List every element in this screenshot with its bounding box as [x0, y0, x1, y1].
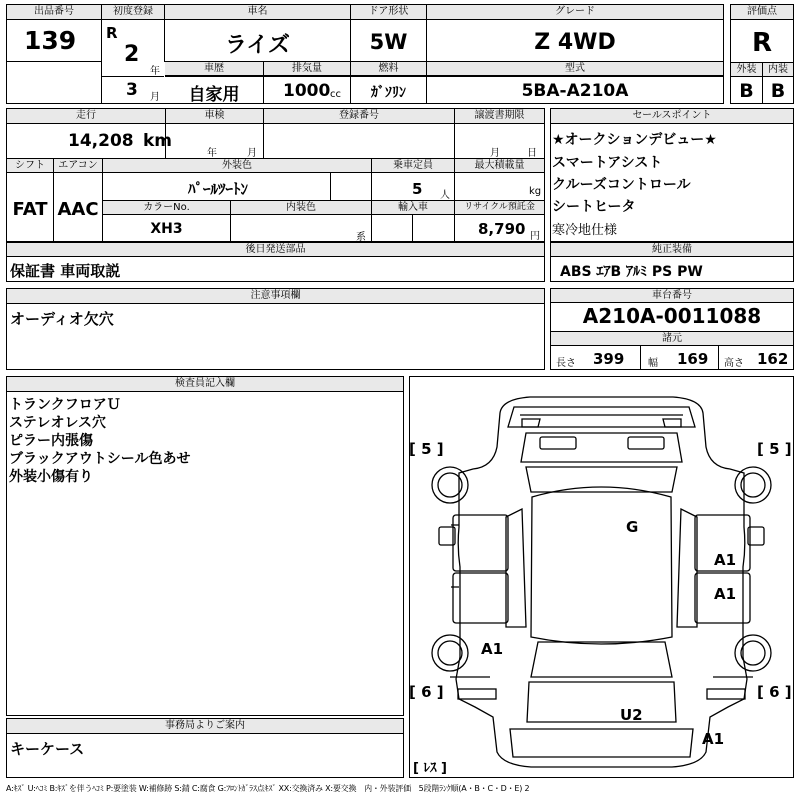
color-no: XH3 — [150, 221, 183, 237]
ext-grade-label: 外装 — [731, 63, 762, 77]
car-name: ライズ — [224, 33, 291, 58]
inspector-line: ブラックアウトシール色あせ — [9, 451, 191, 467]
inspector-label: 検査員記入欄 — [7, 377, 403, 392]
ext-grade: B — [739, 80, 754, 102]
damage-mark: G — [626, 518, 639, 536]
selling-point: クルーズコントロール — [552, 177, 691, 193]
damage-mark: A1 — [481, 640, 504, 658]
lot-label: 出品番号 — [7, 5, 101, 20]
office-note: キーケース — [10, 740, 85, 758]
legend: A:ｷｽﾞ U:ﾍｺﾐ B:ｷｽﾞを伴うﾍｺﾐ P:要塗装 W:補修跡 S:錆 C:腐食 G:ﾌﾛﾝﾄｶﾞﾗｽ点ｷｽﾞ XX:交換済み X:要交換 内・外装評価 5段階ﾗﾝｸ順(A・B・C・D・E) 2 — [6, 784, 530, 793]
reg-year: 2 — [124, 42, 140, 67]
color-label: 外装色 — [103, 159, 371, 173]
tire-rear-right: [ 6 ] — [757, 683, 792, 701]
later-parts-label: 後日発送部品 — [7, 243, 544, 257]
selling-point: シートヒータ — [552, 199, 636, 215]
length: 399 — [593, 350, 625, 368]
grade: Z 4WD — [534, 30, 616, 55]
reg-no-label: 登録番号 — [264, 109, 454, 124]
grade-label: グレード — [427, 5, 723, 20]
tire-front-left: [ 5 ] — [409, 440, 444, 458]
chassis-label: 車台番号 — [551, 289, 793, 303]
fuel-label: 燃料 — [351, 62, 426, 76]
shift-label: シフト — [7, 159, 53, 173]
history-label: 車歴 — [165, 62, 263, 76]
door-type: 5W — [369, 30, 408, 54]
load-label: 最大積載量 — [455, 159, 544, 173]
fuel: ｶﾞｿﾘﾝ — [371, 85, 406, 101]
damage-mark: A1 — [714, 551, 737, 569]
exterior-color: ﾊﾟｰﾙﾂｰﾄﾝ — [187, 180, 248, 198]
score: R — [751, 28, 773, 58]
dimensions-label: 諸元 — [551, 332, 793, 346]
color-no-label: カラーNo. — [103, 201, 230, 215]
capacity: 5 — [412, 180, 423, 198]
inspector-line: 外装小傷有り — [9, 469, 93, 485]
import-label: 輸入車 — [372, 201, 454, 215]
int-grade: B — [770, 80, 786, 102]
ac: AAC — [57, 199, 99, 220]
model-code: 5BA-A210A — [521, 81, 629, 101]
era: R — [106, 24, 118, 42]
inspection-label: 車検 — [166, 109, 263, 124]
car-outline-svg — [410, 377, 793, 777]
selling-points-label: セールスポイント — [551, 109, 793, 124]
equipment: ABS ｴｱB ｱﾙﾐ PS PW — [560, 264, 703, 280]
interior-color-label: 内装色 — [231, 201, 371, 215]
reg-month: 3 — [126, 80, 138, 100]
inspector-line: ピラー内張傷 — [9, 433, 93, 449]
tire-rear-left: [ 6 ] — [409, 683, 444, 701]
lot-number: 139 — [24, 26, 77, 55]
score-label: 評価点 — [731, 5, 793, 20]
first-reg-label: 初度登録 — [102, 5, 164, 20]
recycle-fee: 8,790 — [478, 220, 526, 238]
damage-diagram — [409, 376, 794, 778]
recycle-label: リサイクル預託金 — [455, 201, 544, 215]
ac-label: エアコン — [54, 159, 102, 173]
width: 169 — [677, 350, 709, 368]
door-label: ドア形状 — [351, 5, 426, 20]
displacement: 1000 — [283, 81, 331, 101]
shift: FAT — [12, 199, 48, 220]
mileage-label: 走行 — [7, 109, 165, 124]
inspector-line: ステレオレス穴 — [9, 415, 107, 431]
selling-point: ★オークションデビュー★ — [552, 132, 717, 148]
details-block — [6, 108, 545, 242]
chassis-number: A210A-0011088 — [582, 304, 762, 328]
capacity-label: 乗車定員 — [372, 159, 454, 173]
notes: オーディオ欠穴 — [10, 310, 114, 328]
tire-front-right: [ 5 ] — [757, 440, 792, 458]
damage-mark: A1 — [702, 730, 725, 748]
car-name-label: 車名 — [165, 5, 350, 20]
damage-mark: A1 — [714, 585, 737, 603]
history: 自家用 — [188, 85, 240, 105]
height: 162 — [757, 350, 789, 368]
office-label: 事務局よりご案内 — [7, 719, 403, 734]
int-grade-label: 内装 — [763, 63, 793, 77]
later-parts: 保証書 車両取説 — [10, 262, 121, 280]
equipment-label: 純正装備 — [551, 243, 793, 257]
displacement-label: 排気量 — [264, 62, 350, 76]
transfer-label: 譲渡書期限 — [455, 109, 544, 124]
mileage: 14,208 — [68, 131, 134, 151]
damage-mark: U2 — [620, 706, 643, 724]
selling-point: 寒冷地仕様 — [552, 223, 618, 238]
selling-point: スマートアシスト — [552, 155, 663, 171]
spare-tire: [ ﾚｽ ] — [413, 761, 447, 776]
model-label: 型式 — [427, 62, 723, 76]
notes-label: 注意事項欄 — [7, 289, 544, 304]
inspector-line: トランクフロアＵ — [9, 397, 121, 413]
